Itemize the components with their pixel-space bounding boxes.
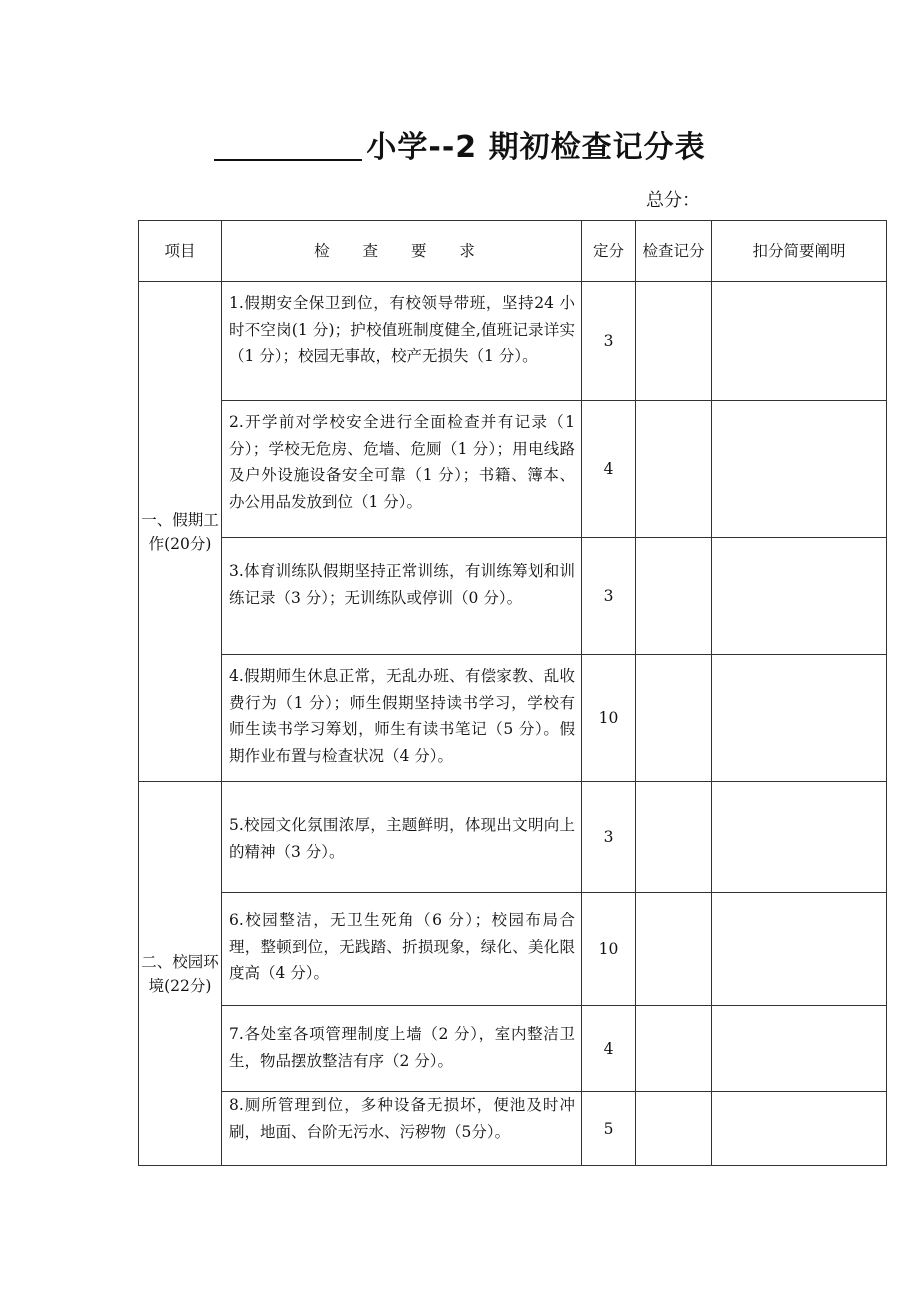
total-score-label: 总分： <box>646 190 700 211</box>
table-row <box>139 282 887 401</box>
score-cell[interactable] <box>636 1006 712 1092</box>
points-value: 3 <box>582 782 636 893</box>
score-cell[interactable] <box>636 655 712 782</box>
requirement-text: 5.校园文化氛围浓厚，主题鲜明，体现出文明向上的精神（3 分）。 <box>222 782 582 893</box>
requirement-text: 4.假期师生休息正常，无乱办班、有偿家教、乱收费行为（1 分）；师生假期坚持读书学习，学校有师生读书学习筹划，师生有读书笔记（5 分）。假期作业布置与检查状况（4 分）。 <box>222 655 582 782</box>
score-cell[interactable] <box>636 1092 712 1166</box>
score-cell[interactable] <box>636 282 712 401</box>
deduction-cell[interactable] <box>712 655 887 782</box>
header-item: 项目 <box>139 221 222 282</box>
score-cell[interactable] <box>636 782 712 893</box>
score-cell[interactable] <box>636 401 712 538</box>
table-row <box>139 1092 887 1166</box>
table-row <box>139 782 887 893</box>
table-row <box>139 1006 887 1092</box>
header-points: 定分 <box>582 221 636 282</box>
title-text: 小学--2 期初检查记分表 <box>366 130 706 165</box>
points-value: 3 <box>582 538 636 655</box>
points-value: 4 <box>582 1006 636 1092</box>
points-value: 10 <box>582 655 636 782</box>
table-row <box>139 655 887 782</box>
header-row <box>139 221 887 282</box>
score-cell[interactable] <box>636 893 712 1006</box>
score-cell[interactable] <box>636 538 712 655</box>
requirement-text: 2.开学前对学校安全进行全面检查并有记录（1 分）；学校无危房、危墙、危厕（1 分）；用电线路及户外设施设备安全可靠（1 分）；书籍、簿本、办公用品发放到位（1 分）。 <box>222 401 582 538</box>
deduction-cell[interactable] <box>712 401 887 538</box>
section-name: 一、假期工作(20分) <box>139 282 222 782</box>
requirement-text: 8.厕所管理到位，多种设备无损坏，便池及时冲刷，地面、台阶无污水、污秽物（5分）。 <box>222 1092 582 1166</box>
requirement-text: 1.假期安全保卫到位，有校领导带班，坚持24 小时不空岗(1 分)；护校值班制度健全,值班记录详实（1 分）；校园无事故，校产无损失（1 分）。 <box>222 282 582 401</box>
requirement-text: 6.校园整洁，无卫生死角（6 分）；校园布局合理，整顿到位，无践踏、折损现象，绿化、美化限度高（4 分）。 <box>222 893 582 1006</box>
score-table <box>138 220 887 1166</box>
deduction-cell[interactable] <box>712 1006 887 1092</box>
points-value: 3 <box>582 282 636 401</box>
school-name-blank <box>214 129 362 161</box>
points-value: 4 <box>582 401 636 538</box>
deduction-cell[interactable] <box>712 782 887 893</box>
table-row <box>139 893 887 1006</box>
deduction-cell[interactable] <box>712 538 887 655</box>
requirement-text: 7.各处室各项管理制度上墙（2 分），室内整洁卫生，物品摆放整洁有序（2 分）。 <box>222 1006 582 1092</box>
deduction-cell[interactable] <box>712 1092 887 1166</box>
header-score: 检查记分 <box>636 221 712 282</box>
points-value: 5 <box>582 1092 636 1166</box>
header-deduction: 扣分简要阐明 <box>712 221 887 282</box>
requirement-text: 3.体育训练队假期坚持正常训练，有训练筹划和训练记录（3 分）；无训练队或停训（0 分）。 <box>222 538 582 655</box>
table-row <box>139 538 887 655</box>
points-value: 10 <box>582 893 636 1006</box>
page-title <box>0 122 920 166</box>
deduction-cell[interactable] <box>712 282 887 401</box>
header-requirements: 检 查 要 求 <box>222 221 582 282</box>
section-name: 二、校园环境(22分) <box>139 782 222 1166</box>
table-row <box>139 401 887 538</box>
deduction-cell[interactable] <box>712 893 887 1006</box>
